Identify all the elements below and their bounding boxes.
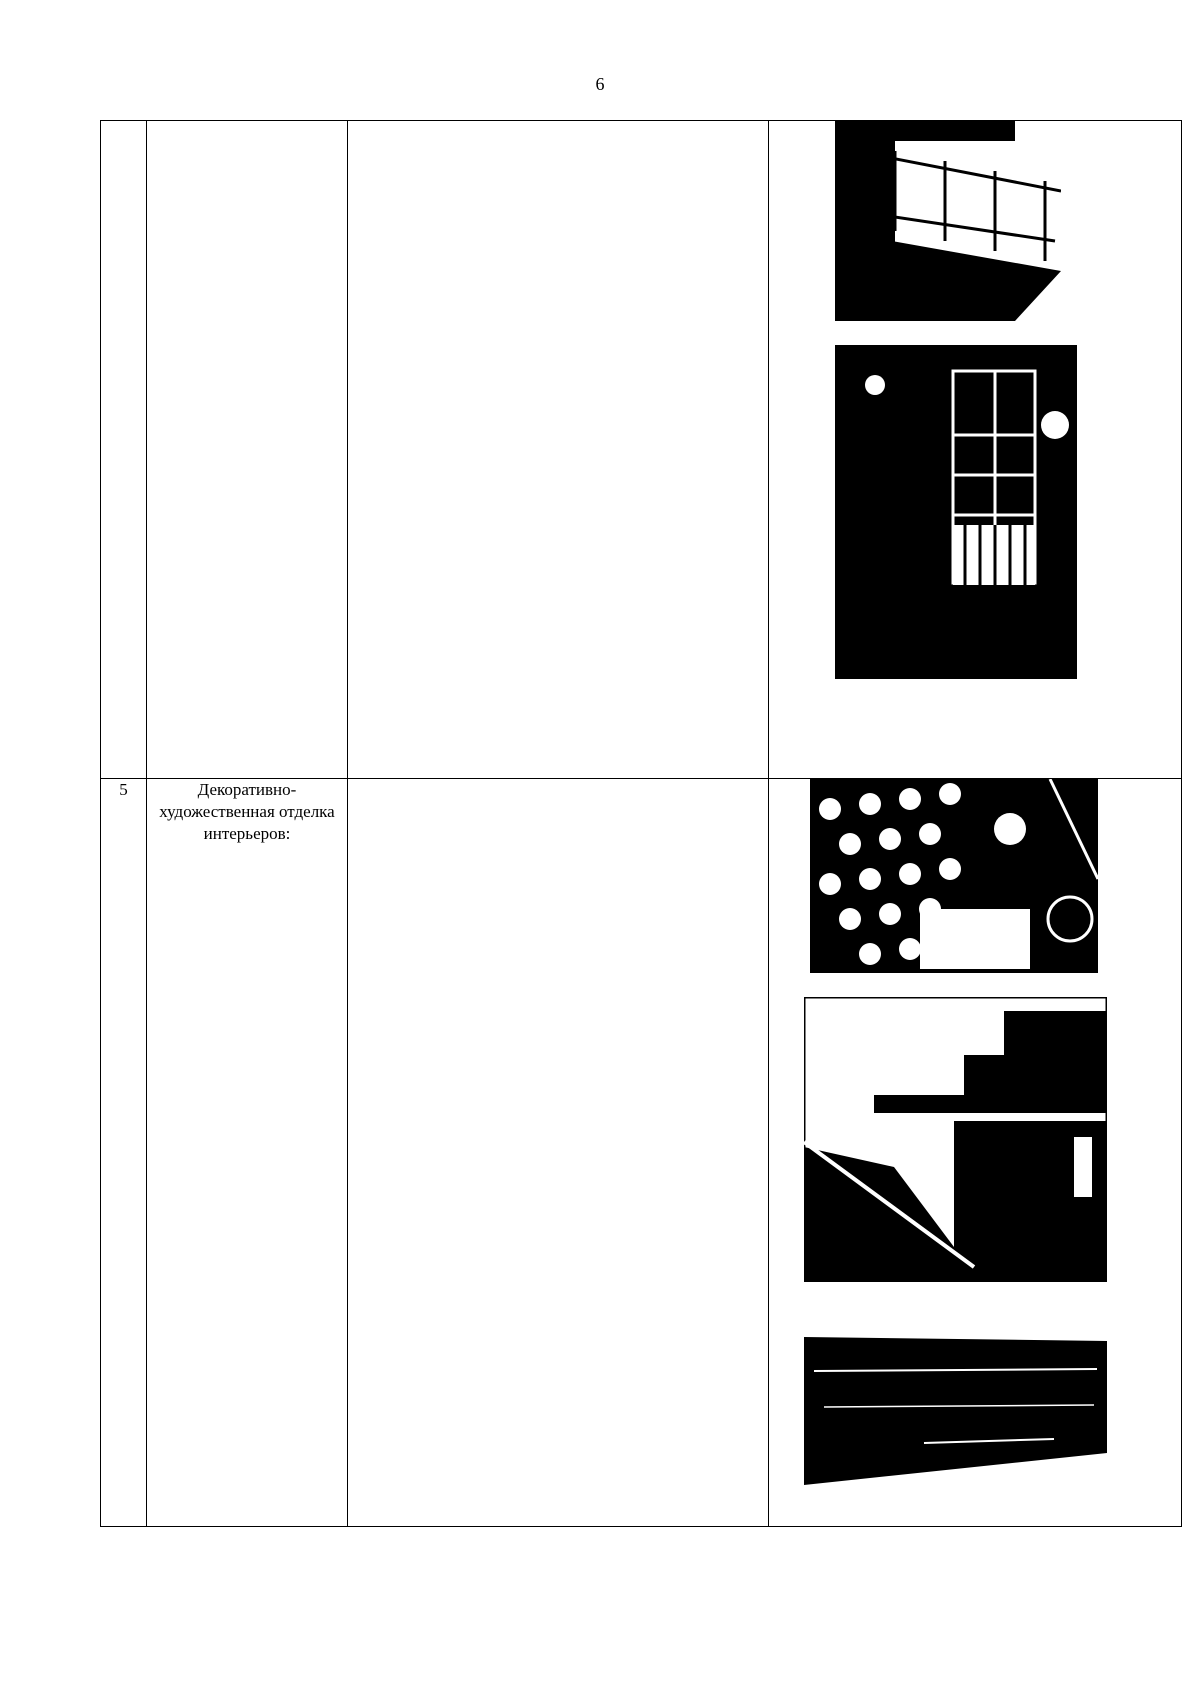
row-category: Декоративно-художественная отделка интерьеров: [147, 779, 348, 1527]
staircase-ceiling-photo [804, 997, 1107, 1282]
row-images [769, 121, 1182, 779]
row-description [348, 121, 769, 779]
table-row [101, 121, 1182, 779]
row-number: 5 [101, 779, 147, 1527]
row-number [101, 121, 147, 779]
objects-table [100, 120, 1182, 1527]
floor-tile-photo [810, 779, 1098, 973]
row-images [769, 779, 1182, 1527]
page-number: 6 [595, 74, 605, 94]
row-category [147, 121, 348, 779]
row-description [348, 779, 769, 1527]
balcony-photo [835, 121, 1061, 321]
balcony-railing-photo [835, 345, 1077, 679]
cornice-photo [804, 1335, 1107, 1485]
table-row [101, 779, 1182, 1527]
